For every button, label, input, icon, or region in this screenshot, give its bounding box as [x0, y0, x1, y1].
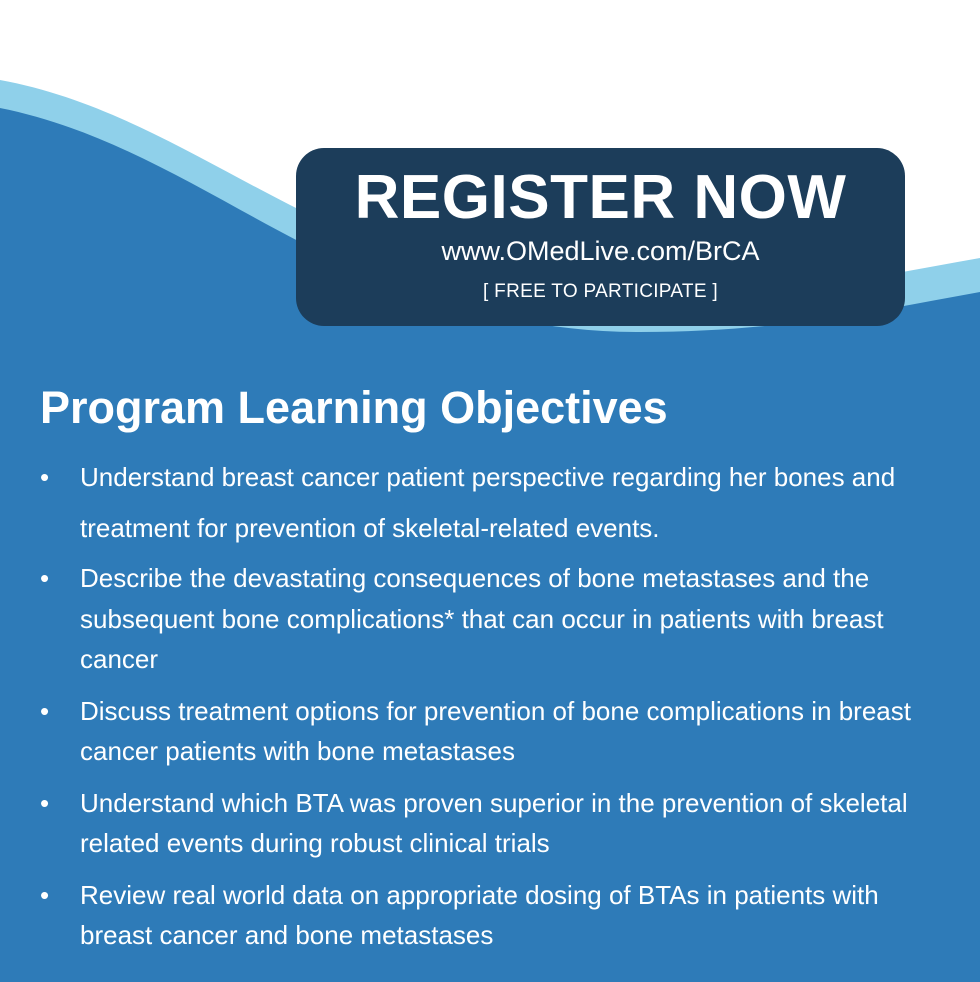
register-title: REGISTER NOW	[354, 163, 847, 232]
list-item	[40, 875, 940, 956]
register-note: [ FREE TO PARTICIPATE ]	[483, 281, 718, 302]
register-banner[interactable]	[296, 148, 905, 326]
objectives-list	[40, 452, 940, 967]
list-item	[40, 691, 940, 772]
list-item	[40, 452, 940, 554]
bullet-icon: •	[40, 695, 50, 726]
bullet-icon: •	[40, 879, 50, 910]
list-item	[40, 783, 940, 864]
objective-text: Understand which BTA was proven superior in the prevention of skeletal related events during robust clinical trials	[80, 787, 908, 858]
objective-text: Describe the devastating consequences of bone metastases and the subsequent bone complications* that can occur in patients with breast cancer	[80, 563, 884, 674]
bullet-icon: •	[40, 563, 50, 593]
objectives-heading: Program Learning Objectives	[40, 382, 668, 433]
bullet-icon: •	[40, 787, 50, 818]
objective-text: Discuss treatment options for prevention of bone complications in breast cancer patients with bone metastases	[80, 695, 911, 766]
objective-text: Review real world data on appropriate dosing of BTAs in patients with breast cancer and bone metastases	[80, 879, 879, 950]
objective-text: Understand breast cancer patient perspective regarding her bones and treatment for prevention of skeletal-related events.	[80, 462, 896, 543]
bullet-icon: •	[40, 462, 50, 492]
register-url[interactable]: www.OMedLive.com/BrCA	[441, 236, 760, 266]
list-item	[40, 558, 940, 680]
